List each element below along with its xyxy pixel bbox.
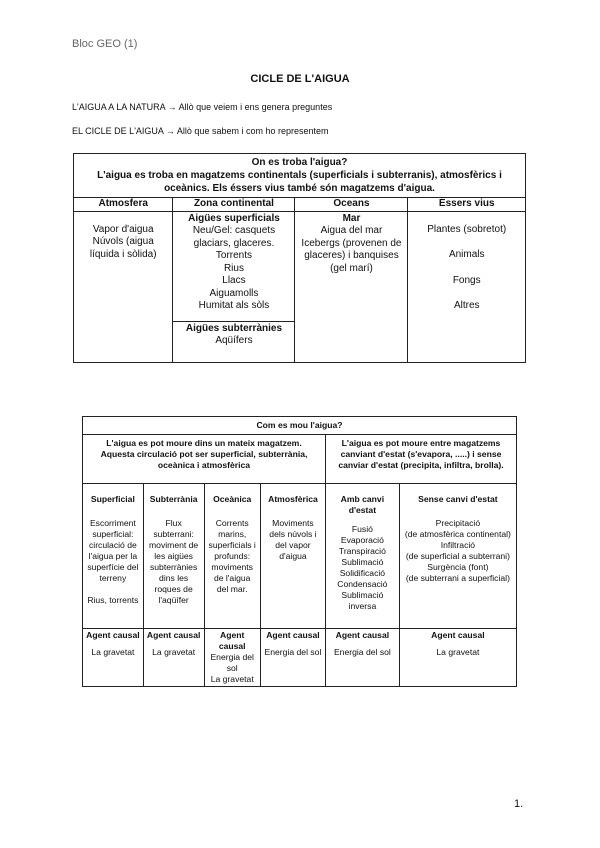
list-item: Icebergs (provenen de glaceres) i banquises (gel marí) <box>301 237 402 274</box>
list-item: Precipitació <box>435 518 481 528</box>
agent-label: Agent causal <box>218 630 246 651</box>
storage-question: On es troba l'aigua? <box>251 157 348 168</box>
list-item: Animals <box>448 249 485 260</box>
storage-statement: L'aigua es troba en magatzems continentals (superficials i subterranis), atmosfèrics i oceànics. Els éssers vius també són magatzems d'aigua. <box>97 170 502 194</box>
col-header-continental: Zona continental <box>173 198 295 212</box>
list-item: (de atmosfèrica continental) <box>404 529 511 539</box>
vius-cell <box>408 211 526 362</box>
agent-superficial-cell <box>83 629 144 687</box>
list-item: Torrents <box>215 250 253 261</box>
list-item: Sublimació inversa <box>341 590 384 611</box>
superficial-examples: Rius, torrents <box>87 595 139 605</box>
list-item: Condensació <box>337 579 388 589</box>
agent-oceanica-cell <box>204 629 260 687</box>
storage-table <box>73 153 526 363</box>
list-item: Evaporació <box>340 535 384 545</box>
list-item: Altres <box>453 300 480 311</box>
subterrania-desc: Flux subterrani: moviment de les aigües subterrànies dins les roques de l'aqüífer <box>149 518 199 605</box>
list-item: (de superficial a subterrani) <box>405 551 510 561</box>
page-number: 1. <box>514 798 524 810</box>
list-item: Llacs <box>222 275 246 286</box>
intro-line-2: EL CICLE DE L'AIGUA → Allò que sabem i com ho representem <box>72 126 329 136</box>
page-title: CICLE DE L'AIGUA <box>250 73 350 85</box>
list-item: Fongs <box>452 274 481 286</box>
list-item: Surgència (font) <box>427 562 489 572</box>
atmosferica-cell <box>260 517 325 629</box>
movement-table <box>82 416 517 687</box>
agent-label: Agent causal <box>335 630 390 640</box>
storage-table-header <box>74 154 526 198</box>
atmosfera-cell <box>74 211 173 362</box>
list-item: Solidificació <box>339 568 386 578</box>
document-header: Bloc GEO (1) <box>72 38 138 50</box>
agent-subterrania-cell <box>143 629 204 687</box>
col-header-atmosferica: Atmosfèrica <box>260 484 325 518</box>
list-item: Humitat als sòls <box>198 300 270 311</box>
list-item: Fusió <box>351 524 373 534</box>
agent-label: Agent causal <box>146 630 201 640</box>
sense-canvi-cell <box>399 517 516 629</box>
agent-value: La gravetat <box>91 647 135 657</box>
list-item: (de subterrani a superficial) <box>405 573 510 583</box>
list-item: Plantes (sobretot) <box>427 223 507 235</box>
agent-label: Agent causal <box>431 630 485 640</box>
continental-superficial-title: Aigües superficials <box>188 212 280 224</box>
list-item: Vapor d'aigua <box>92 223 154 235</box>
col-header-subterrania: Subterrània <box>143 484 204 518</box>
agent-value-extra: La gravetat <box>210 674 254 684</box>
continental-subterranies-cell <box>173 321 295 362</box>
col-header-atmosfera: Atmosfera <box>74 198 173 212</box>
movement-left-statement: L'aigua es pot moure dins un mateix magatzem. Aquesta circulació pot ser superficial, subterrània, oceànica i atmosfèrica <box>83 435 326 484</box>
continental-subterranies-title: Aigües subterrànies <box>185 322 283 334</box>
atmosferica-desc: Moviments dels núvols i del vapor d'aigua <box>269 518 317 561</box>
amb-canvi-cell <box>326 517 400 629</box>
agent-amb-canvi-cell <box>326 629 400 687</box>
list-item: Aiguamolls <box>209 287 259 299</box>
list-item: Neu/Gel: casquets glaciars, glaceres. <box>192 225 276 249</box>
col-header-superficial: Superficial <box>83 484 144 518</box>
col-header-vius: Éssers vius <box>408 198 526 212</box>
oceans-cell <box>295 211 408 362</box>
agent-label: Agent causal <box>266 630 320 640</box>
intro-line-1: L'AIGUA A LA NATURA → Allò que veiem i ens genera preguntes <box>72 102 333 112</box>
oceanica-desc: Corrents marins, superficials i profunds: moviments de l'aigua del mar. <box>208 518 256 594</box>
oceanica-cell <box>204 517 260 629</box>
superficial-desc: Escorriment superficial: circulació de l'aigua per la superfície del terreny <box>87 518 139 583</box>
col-header-oceans: Oceans <box>295 198 408 212</box>
list-item: Núvols (aigua líquida i sòlida) <box>89 236 157 260</box>
col-header-amb-canvi: Amb canvi d'estat <box>326 484 400 518</box>
agent-sense-canvi-cell <box>399 629 516 687</box>
agent-value: Energia del sol <box>264 647 322 657</box>
agent-value: Energia del sol <box>333 647 391 657</box>
col-header-oceanica: Oceànica <box>204 484 260 518</box>
agent-value: Energia del sol <box>210 652 254 673</box>
list-item: Aigua del mar <box>320 225 383 236</box>
superficial-cell <box>83 517 144 629</box>
list-item: Transpiració <box>338 546 386 556</box>
movement-right-statement: L'aigua es pot moure entre magatzems canviant d'estat (s'evapora, .....) i sense canviar d'estat (precipita, infiltra, brolla). <box>326 435 517 484</box>
agent-label: Agent causal <box>86 630 140 640</box>
agent-value: La gravetat <box>436 647 480 657</box>
list-item: Aqüífers <box>215 335 253 346</box>
movement-question: Com es mou l'aigua? <box>83 417 517 435</box>
subterrania-cell <box>143 517 204 629</box>
agent-atmosferica-cell <box>260 629 325 687</box>
oceans-title: Mar <box>342 212 361 224</box>
agent-value: La gravetat <box>152 647 196 657</box>
list-item: Infiltració <box>440 540 476 550</box>
continental-superficial-cell <box>173 211 295 321</box>
list-item: Sublimació <box>341 557 384 567</box>
list-item: Rius <box>223 262 244 274</box>
col-header-sense-canvi: Sense canvi d'estat <box>399 484 516 518</box>
